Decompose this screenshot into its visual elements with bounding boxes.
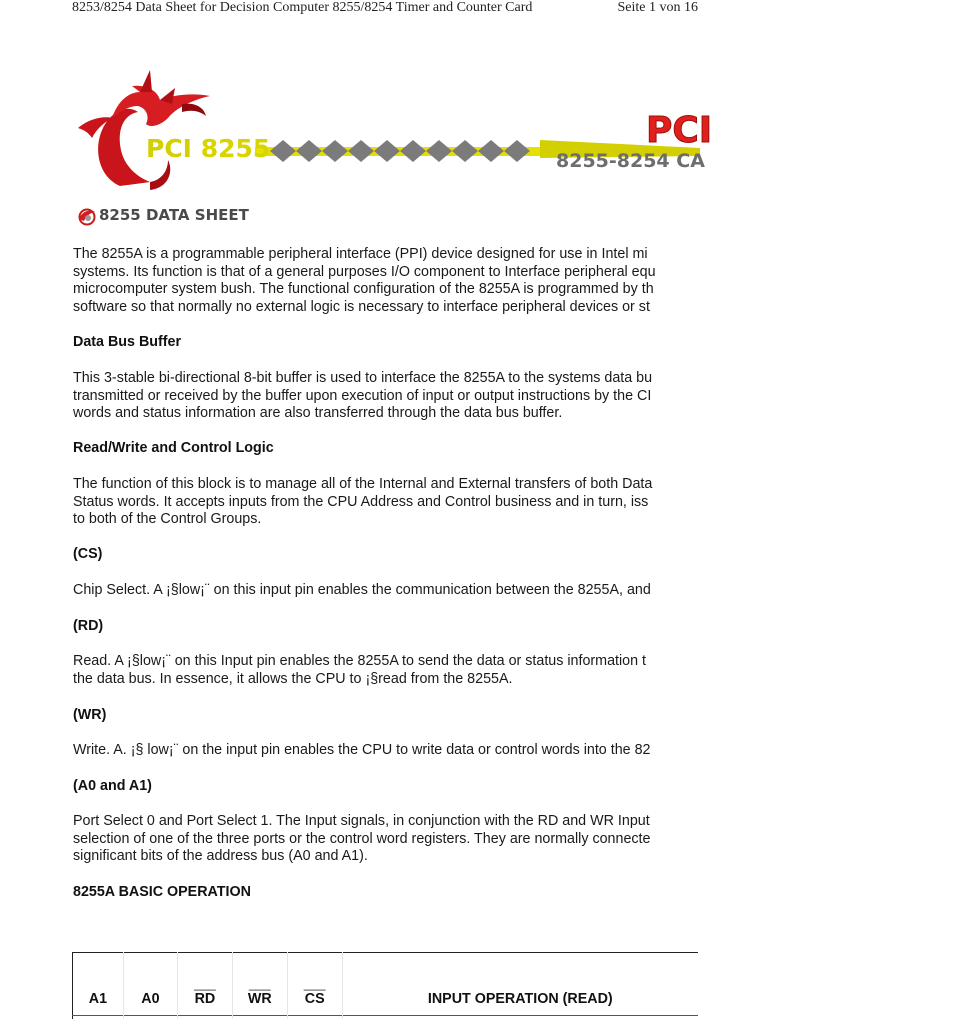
text-line: The 8255A is a programmable peripheral interface (PPI) device designed for use in Intel mi [73,246,648,262]
intro-paragraph [73,246,973,316]
bullet-emblem-icon [76,207,96,227]
section-title-text: 8255 DATA SHEET [99,206,249,224]
text-line: Read. A ¡§low¡¨ on this Input pin enables the 8255A to send the data or status information t [73,653,647,669]
text-line: to both of the Control Groups. [73,511,262,527]
heading-basic-operation: 8255A BASIC OPERATION [73,884,251,900]
text-line: significant bits of the address bus (A0 and A1). [73,848,368,864]
data-bus-paragraph [73,370,973,423]
banner [0,0,713,200]
col-header-cs [287,953,342,1016]
text-line: microcomputer system bush. The functional configuration of the 8255A is programmed by th [73,281,654,297]
overbar: ___ [248,976,271,991]
logo-number: 8255 [200,134,271,163]
overbar: ___ [303,976,326,991]
overbar: ___ [194,976,216,991]
table-header-row [73,953,699,1016]
col-label: A0 [141,991,160,1007]
operation-table [72,952,698,1019]
wr-paragraph [73,742,973,760]
col-header-wr [232,953,287,1016]
text-line: the data bus. In essence, it allows the CPU to ¡§read from the 8255A. [73,670,513,687]
col-label: RD [194,991,216,1007]
header-title: 8253/8254 Data Sheet for Decision Computer 8255/8254 Timer and Counter Card [72,0,533,15]
cs-paragraph [73,582,973,600]
banner-pci-title: PCI [646,110,713,151]
logo-text [146,134,270,163]
text-line: This 3-stable bi-directional 8-bit buffer is used to interface the 8255A to the systems data bu [73,370,653,386]
col-label: A1 [88,991,108,1007]
text-line: Port Select 0 and Port Select 1. The Input signals, in conjunction with the RD and WR Input [73,813,650,829]
col-header-a1 [73,953,124,1016]
a0-a1-paragraph [73,813,973,866]
col-label: INPUT OPERATION (READ) [427,991,613,1007]
col-header-a0 [123,953,177,1016]
heading-rw-control-logic: Read/Write and Control Logic [73,440,274,456]
text-line: selection of one of the three ports or the control word registers. They are normally connecte [73,830,651,847]
col-label: CS [304,991,325,1007]
text-line: software so that normally no external logic is necessary to interface peripheral devices or st [73,298,650,315]
rw-logic-paragraph [73,476,973,529]
text-line: Status words. It accepts inputs from the CPU Address and Control business and in turn, iss [73,493,649,510]
table-header-underline [73,1016,699,1020]
text-line: Write. A. ¡§ low¡¨ on the input pin enables the CPU to write data or control words into the 82 [73,742,651,758]
text-line: systems. Its function is that of a general purposes I/O component to Interface peripheral equ [73,263,656,280]
heading-a0-a1: (A0 and A1) [73,778,152,794]
text-line: The function of this block is to manage all of the Internal and External transfers of both Data [73,476,653,492]
col-header-rd [178,953,233,1016]
diamond-chain [270,140,530,162]
rd-paragraph [73,653,973,688]
text-line: Chip Select. A ¡§low¡¨ on this input pin enables the communication between the 8255A, and [73,582,651,598]
logo-pci: PCI [146,134,192,163]
banner-card-subtitle: 8255-8254 CA [556,150,705,172]
text-line: transmitted or received by the buffer upon execution of input or output instructions by the CI [73,387,652,404]
heading-data-bus-buffer: Data Bus Buffer [73,334,182,350]
heading-wr: (WR) [73,707,107,723]
heading-cs: (CS) [73,546,103,562]
header-page-number: Seite 1 von 16 [617,0,698,15]
text-line: words and status information are also transferred through the data bus buffer. [73,405,563,421]
col-label: WR [247,991,272,1007]
col-header-input-operation [342,953,698,1016]
dragon-icon [78,70,210,190]
heading-rd: (RD) [73,618,104,634]
